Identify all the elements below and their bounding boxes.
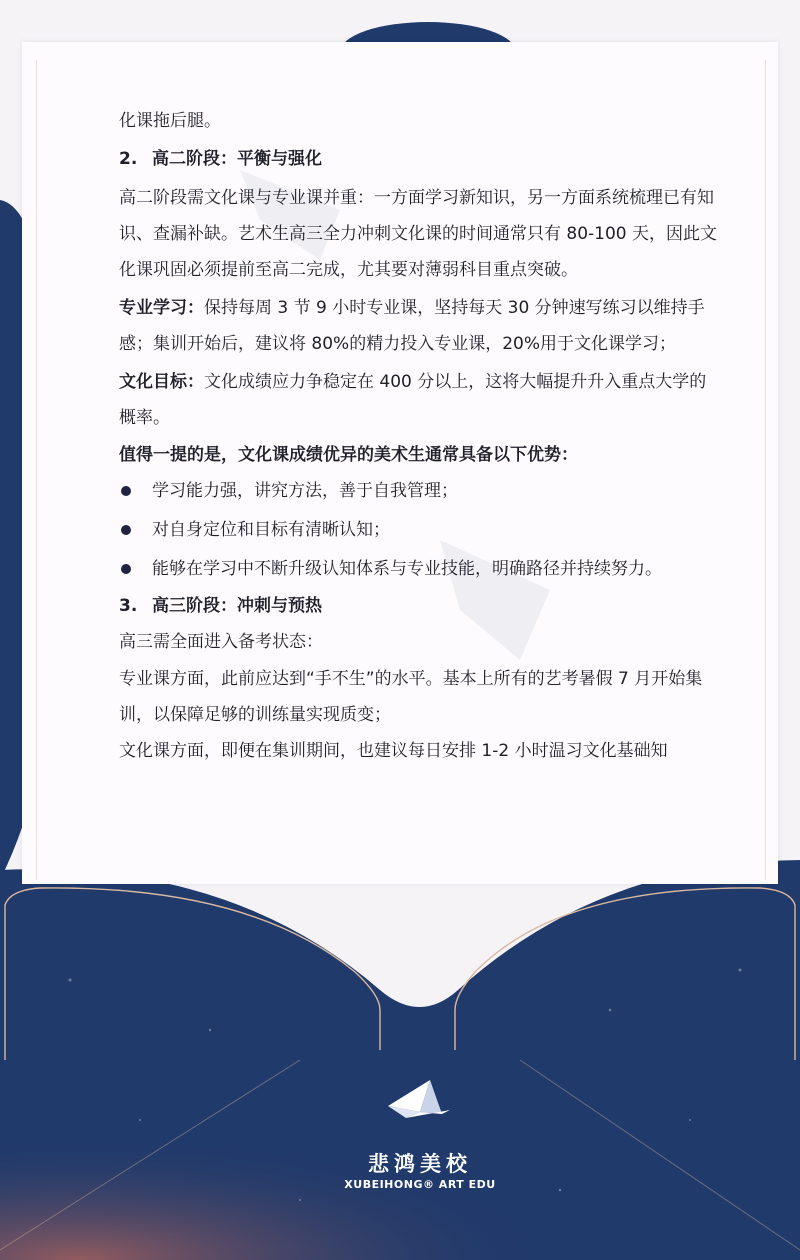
paragraph: 文化课方面，即便在集训期间，也建议每日安排 1-2 小时温习文化基础知 [119, 741, 668, 761]
paragraph: 值得一提的是，文化课成绩优异的美术生通常具备以下优势： [119, 445, 578, 465]
origami-bird-icon [360, 1078, 480, 1138]
paragraph: 高二阶段需文化课与专业课并重：一方面学习新知识，另一方面系统梳理已有知识、查漏补缺。艺术生高三全力冲刺文化课的时间通常只有 80-100 天，因此文化课巩固必须提前至高二完成，尤其要对薄弱科目重点突破。 [119, 188, 718, 280]
list-item: 学习能力强，讲究方法，善于自我管理； [119, 474, 719, 508]
paragraph: 化课拖后腿。 [119, 111, 221, 131]
section-number: 2. [119, 149, 138, 169]
bullet-icon [121, 564, 131, 574]
bullet-icon [121, 486, 131, 496]
paragraph-text: 保持每周 3 节 9 小时专业课，坚持每天 30 分钟速写练习以维持手感；集训开始后，建议将 80%的精力投入专业课，20%用于文化课学习； [119, 298, 705, 354]
brand-name: 悲鸿美校 [368, 1152, 472, 1176]
section-heading [119, 589, 719, 623]
advantage-list [119, 474, 719, 586]
bullet-icon [121, 525, 131, 535]
paragraph-lead: 文化目标： [119, 372, 204, 392]
paragraph-text: 文化成绩应力争稳定在 400 分以上，这将大幅提升升入重点大学的概率。 [119, 372, 707, 428]
section-title: 高三阶段：冲刺与预热 [152, 596, 322, 616]
paragraph-lead: 专业学习： [119, 298, 204, 318]
section-number: 3. [119, 596, 138, 616]
section-heading [119, 142, 719, 176]
paragraph [119, 290, 719, 362]
section-title: 高二阶段：平衡与强化 [152, 149, 322, 169]
list-item: 能够在学习中不断升级认知体系与专业技能，明确路径并持续努力。 [119, 552, 719, 586]
brand-subtitle: XUBEIHONG® ART EDU [344, 1178, 496, 1191]
article-body [119, 104, 719, 769]
paragraph: 专业课方面，此前应达到“手不生”的水平。基本上所有的艺考暑假 7 月开始集训，以保障足够的训练量实现质变； [119, 669, 703, 725]
list-item: 对自身定位和目标有清晰认知； [119, 513, 719, 547]
paragraph: 高三需全面进入备考状态： [119, 632, 323, 652]
paragraph [119, 364, 719, 436]
